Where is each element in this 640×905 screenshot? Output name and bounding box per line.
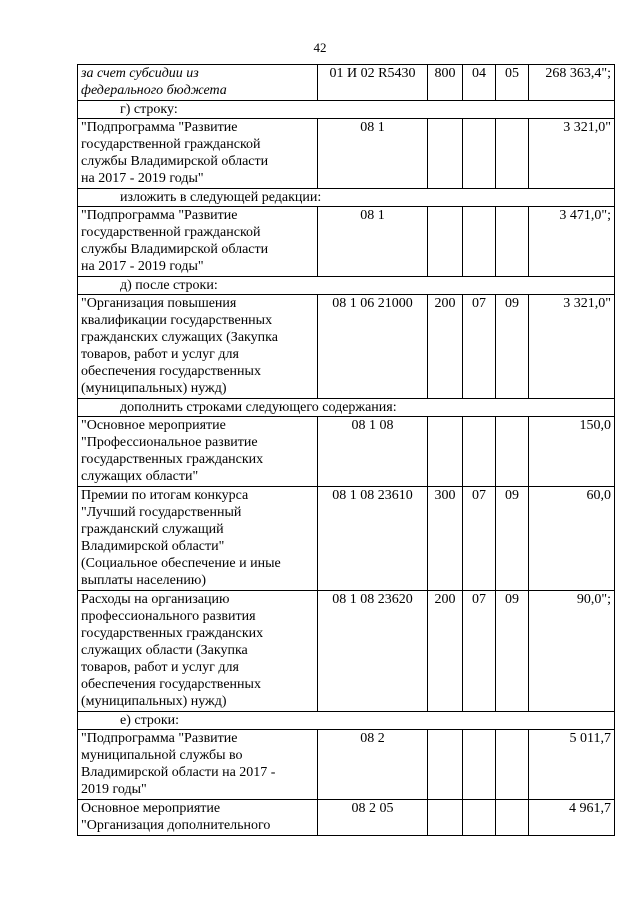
row-sum: 268 363,4"; bbox=[545, 66, 611, 81]
row-pr: 09 bbox=[496, 295, 529, 398]
instruction-line: е) строки: bbox=[77, 712, 615, 730]
row-description: "Подпрограмма "Развитие государственной гражданской службы Владимирской области на 2017 - 2019 годы" bbox=[78, 207, 318, 276]
row-vr: 200 bbox=[428, 295, 463, 398]
row-vr: 200 bbox=[428, 591, 463, 711]
row-sum: 150,0 bbox=[579, 418, 611, 433]
row-code: 08 2 05 bbox=[318, 800, 428, 835]
table-row bbox=[77, 730, 615, 800]
table-row bbox=[77, 64, 615, 101]
row-description: Расходы на организацию профессионального развития государственных гражданских служащих области (Закупка товаров, работ и услуг для обеспечения государственных (муниципальных) нужд) bbox=[78, 591, 318, 711]
row-description: Премии по итогам конкурса "Лучший государственный гражданский служащий Владимирской области" (Социальное обеспечение и иные выплаты населению) bbox=[78, 487, 318, 590]
row-rz: 07 bbox=[463, 295, 496, 398]
row-pr: 09 bbox=[496, 487, 529, 590]
row-vr bbox=[428, 800, 463, 835]
row-description: "Подпрограмма "Развитие государственной гражданской службы Владимирской области на 2017 - 2019 годы" bbox=[78, 119, 318, 188]
row-sum: 5 011,7 bbox=[569, 731, 611, 746]
row-rz bbox=[463, 417, 496, 486]
row-sum: 3 471,0"; bbox=[559, 208, 611, 223]
row-code: 01 И 02 R5430 bbox=[318, 65, 428, 100]
row-pr: 09 bbox=[496, 591, 529, 711]
row-pr bbox=[496, 417, 529, 486]
row-rz: 07 bbox=[463, 591, 496, 711]
row-pr bbox=[496, 119, 529, 188]
row-rz bbox=[463, 800, 496, 835]
instruction-line: д) после строки: bbox=[77, 277, 615, 295]
row-sum: 60,0 bbox=[586, 488, 611, 503]
instruction-line: дополнить строками следующего содержания: bbox=[77, 399, 615, 417]
table-row bbox=[77, 119, 615, 189]
row-description: Основное мероприятие "Организация дополнительного bbox=[78, 800, 318, 835]
row-code: 08 1 06 21000 bbox=[318, 295, 428, 398]
row-code: 08 2 bbox=[318, 730, 428, 799]
row-sum: 3 321,0" bbox=[563, 296, 611, 311]
row-description: "Подпрограмма "Развитие муниципальной службы во Владимирской области на 2017 - 2019 годы" bbox=[78, 730, 318, 799]
table-row bbox=[77, 295, 615, 399]
table-row bbox=[77, 207, 615, 277]
table-row bbox=[77, 417, 615, 487]
row-description: "Основное мероприятие "Профессиональное развитие государственных гражданских служащих области" bbox=[78, 417, 318, 486]
row-rz: 04 bbox=[463, 65, 496, 100]
instruction-line: изложить в следующей редакции: bbox=[77, 189, 615, 207]
row-rz bbox=[463, 730, 496, 799]
row-pr bbox=[496, 800, 529, 835]
page-number: 42 bbox=[313, 40, 327, 55]
row-sum: 3 321,0" bbox=[563, 120, 611, 135]
budget-table bbox=[77, 64, 615, 836]
table-row bbox=[77, 800, 615, 836]
instruction-line: г) строку: bbox=[77, 101, 615, 119]
row-vr bbox=[428, 417, 463, 486]
row-pr bbox=[496, 730, 529, 799]
row-vr bbox=[428, 730, 463, 799]
row-sum: 4 961,7 bbox=[569, 801, 611, 816]
row-rz bbox=[463, 207, 496, 276]
table-row bbox=[77, 591, 615, 712]
row-sum: 90,0"; bbox=[576, 592, 611, 607]
row-vr bbox=[428, 119, 463, 188]
row-vr: 300 bbox=[428, 487, 463, 590]
row-description: за счет субсидии из федерального бюджета bbox=[78, 65, 318, 100]
row-code: 08 1 bbox=[318, 207, 428, 276]
row-vr: 800 bbox=[428, 65, 463, 100]
row-code: 08 1 08 bbox=[318, 417, 428, 486]
row-rz: 07 bbox=[463, 487, 496, 590]
row-pr: 05 bbox=[496, 65, 529, 100]
table-row bbox=[77, 487, 615, 591]
row-description: "Организация повышения квалификации государственных гражданских служащих (Закупка товаров, работ и услуг для обеспечения государственных (муниципальных) нужд) bbox=[78, 295, 318, 398]
row-code: 08 1 08 23620 bbox=[318, 591, 428, 711]
row-code: 08 1 08 23610 bbox=[318, 487, 428, 590]
row-code: 08 1 bbox=[318, 119, 428, 188]
row-pr bbox=[496, 207, 529, 276]
row-rz bbox=[463, 119, 496, 188]
row-vr bbox=[428, 207, 463, 276]
